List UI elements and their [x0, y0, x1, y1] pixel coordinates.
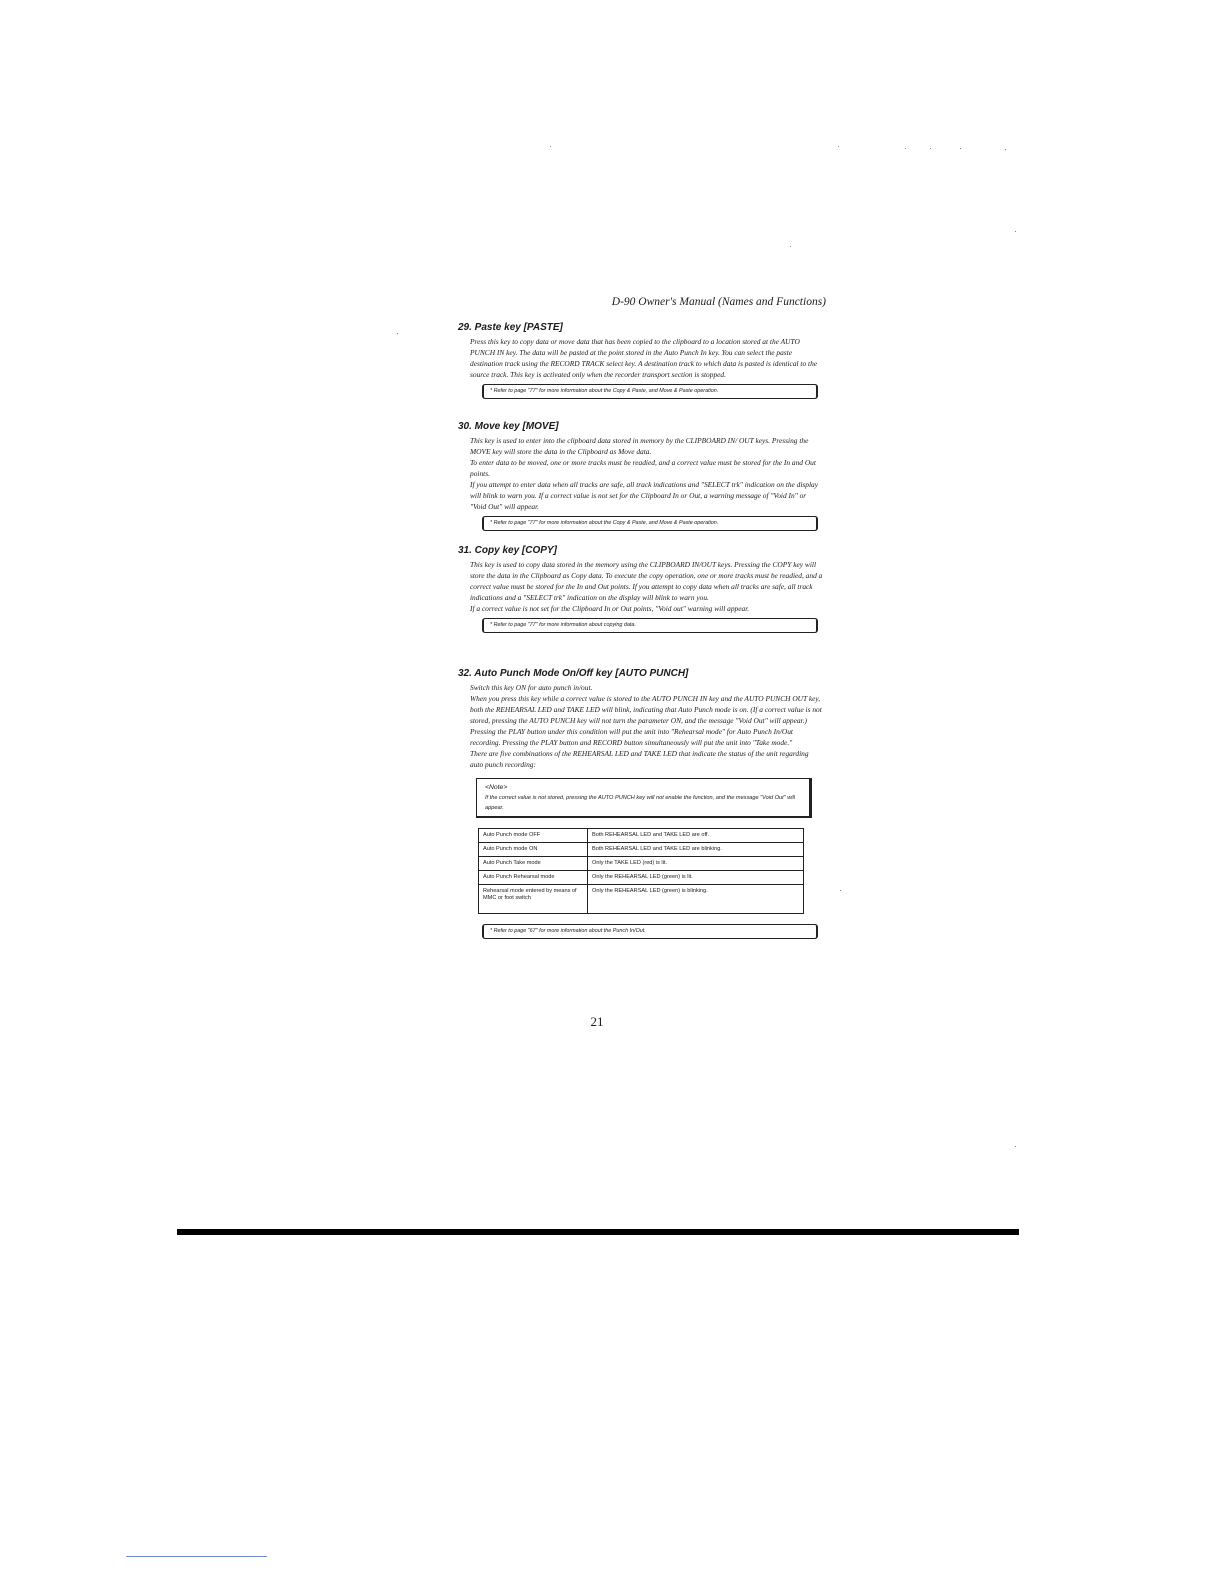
- scan-speck: [840, 890, 841, 891]
- running-header: D-90 Owner's Manual (Names and Functions): [611, 296, 826, 308]
- section-body: [470, 682, 823, 770]
- paragraph: If a correct value is not set for the Clipboard In or Out points, "Void out" warning will appear.: [470, 604, 750, 613]
- paragraph: This key is used to enter into the clipboard data stored in memory by the CLIPBOARD IN/ OUT keys. Pressing the MOVE key will store the data in the Clipboard as Move data.: [470, 436, 809, 456]
- status-cell: Both REHEARSAL LED and TAKE LED are blinking.: [588, 843, 804, 857]
- paragraph: To enter data to be moved, one or more tracks must be readied, and a correct value must be stored for the In and Out points.: [470, 458, 816, 478]
- note-box: [476, 778, 812, 818]
- mode-cell: Auto Punch mode ON: [479, 843, 588, 857]
- section-title: 30. Move key [MOVE]: [458, 421, 559, 432]
- section-paste-key: [458, 322, 823, 399]
- page-number: 21: [590, 1014, 604, 1029]
- scan-speck: [790, 246, 791, 247]
- section-title: 29. Paste key [PASTE]: [458, 322, 563, 333]
- table-row: [479, 871, 804, 885]
- section-copy-key: [458, 545, 823, 633]
- status-cell: Only the REHEARSAL LED (green) is blinking.: [588, 885, 804, 914]
- table-row: [479, 829, 804, 843]
- scan-speck: [838, 146, 839, 147]
- section-auto-punch-key: [458, 668, 823, 939]
- led-status-table: [478, 828, 804, 914]
- paragraph: When you press this key while a correct value is stored to the AUTO PUNCH IN key and the AUTO PUNCH OUT key, both the REHEARSAL LED and TAKE LED will blink, indicating that Auto Punch mode is on. (If a correct value is not stored, pressing the AUTO PUNCH key will not turn the parameter ON, and the message "Void Out" will appear.): [470, 694, 822, 725]
- section-move-key: [458, 421, 823, 531]
- note-text: If the correct value is not stored, pressing the AUTO PUNCH key will not enable the function, and the message "Void Out" will appear.: [485, 795, 796, 811]
- section-body: [470, 559, 823, 614]
- reference-note: * Refer to page "77" for more information about the Copy & Paste, and Move & Paste operation.: [482, 384, 818, 399]
- scan-speck: [550, 146, 551, 147]
- reference-note: * Refer to page "67" for more information about the Punch In/Out.: [482, 924, 818, 939]
- scan-speck: [960, 148, 961, 149]
- section-body: [470, 435, 823, 512]
- scan-speck: [1015, 231, 1016, 232]
- reference-note: * Refer to page "77" for more information about copying data.: [482, 618, 818, 633]
- section-title: 31. Copy key [COPY]: [458, 545, 557, 556]
- table-row: [479, 857, 804, 871]
- scan-speck: [1015, 1146, 1016, 1147]
- footer-rule: [177, 1229, 1019, 1235]
- paragraph: If you attempt to enter data when all tracks are safe, all track indications and "SELECT trk" indication on the display will blink to warn you. If a correct value is not set for the Clipboard In or Out, a warning message of "Void In" or "Void Out" will appear.: [470, 480, 818, 511]
- mode-cell: Auto Punch Take mode: [479, 857, 588, 871]
- paragraph: Switch this key ON for auto punch in/out.: [470, 683, 593, 692]
- scan-speck: [905, 148, 906, 149]
- paragraph: This key is used to copy data stored in the memory using the CLIPBOARD IN/OUT keys. Pressing the COPY key will store the data in the Clipboard as Copy data. To execute the copy operation, one or more tracks must be readied, and a correct value must be stored for the In and Out points. If you attempt to copy data when all tracks are safe, all track indications and a "SELECT trk" indication on the display will blink to warn you.: [470, 560, 823, 602]
- note-title: <Note>: [485, 784, 508, 791]
- section-body: [470, 336, 823, 380]
- paragraph: Pressing the PLAY button under this condition will put the unit into "Rehearsal mode" for Auto Punch In/Out recording. Pressing the PLAY button and RECORD button simultaneously will put the unit into "Take mode.": [470, 727, 793, 747]
- section-title: 32. Auto Punch Mode On/Off key [AUTO PUNCH]: [458, 668, 689, 679]
- status-cell: Only the TAKE LED (red) is lit.: [588, 857, 804, 871]
- scan-speck: [397, 333, 398, 334]
- paragraph: Press this key to copy data or move data that has been copied to the clipboard to a location stored at the AUTO PUNCH IN key. The data will be pasted at the point stored in the Auto Punch In key. You can select the paste destination track using the RECORD TRACK select key. A destination track to which data is pasted is identical to the source track. This key is activated only when the recorder transport section is stopped.: [470, 337, 818, 379]
- scan-speck: [1005, 149, 1006, 150]
- table-row: [479, 843, 804, 857]
- mode-cell: Auto Punch Rehearsal mode: [479, 871, 588, 885]
- corner-rule: [126, 1556, 267, 1557]
- status-cell: Only the REHEARSAL LED (green) is lit.: [588, 871, 804, 885]
- scan-speck: [930, 148, 931, 149]
- reference-note: * Refer to page "77" for more information about the Copy & Paste, and Move & Paste operation.: [482, 516, 818, 531]
- status-cell: Both REHEARSAL LED and TAKE LED are off.: [588, 829, 804, 843]
- mode-cell: Auto Punch mode OFF: [479, 829, 588, 843]
- paragraph: There are five combinations of the REHEARSAL LED and TAKE LED that indicate the status of the unit regarding auto punch recording:: [470, 749, 809, 769]
- mode-cell: Rehearsal mode entered by means of MMC or foot switch: [479, 885, 588, 914]
- table-row: [479, 885, 804, 914]
